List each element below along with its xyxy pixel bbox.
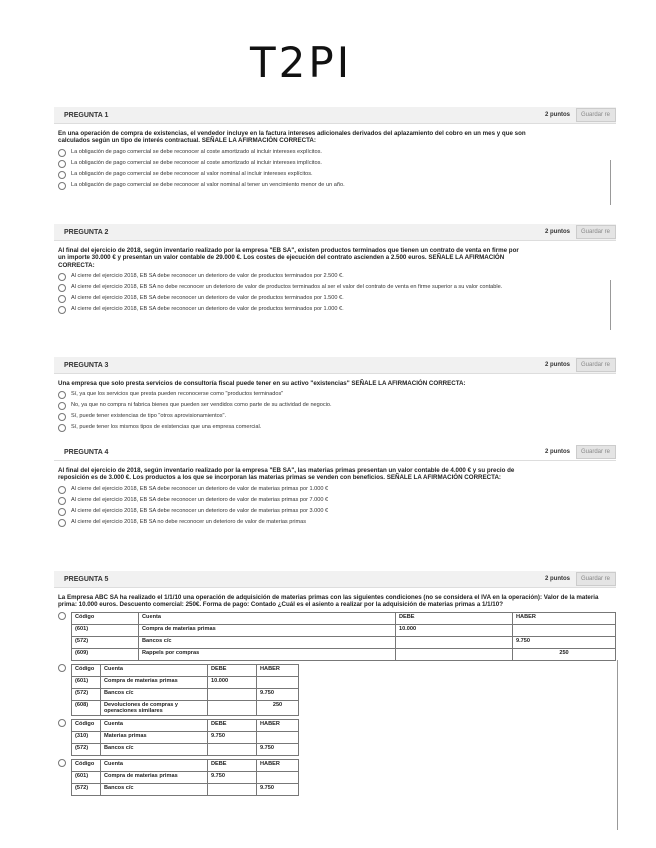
- answer-option[interactable]: [58, 284, 616, 292]
- table-cell: [208, 783, 257, 795]
- save-answer-button[interactable]: Guardar re: [576, 445, 616, 459]
- question-header: [54, 107, 616, 124]
- table-cell: [208, 743, 257, 755]
- table-header-cell: DEBE: [208, 664, 257, 676]
- table-cell: 250: [513, 648, 616, 660]
- option-label: Sí, puede tener existencias de tipo "otros aprovisionamientos".: [71, 413, 227, 420]
- radio-button[interactable]: [58, 519, 66, 527]
- table-cell: Rappels por compras: [139, 648, 396, 660]
- table-header-cell: Código: [72, 759, 101, 771]
- table-header-cell: HABER: [257, 719, 299, 731]
- option-label: Al cierre del ejercicio 2018, EB SA debe reconocer un deterioro de valor de materias primas por 3.000 €: [71, 507, 329, 514]
- radio-button[interactable]: [58, 273, 66, 281]
- answer-option[interactable]: [58, 306, 616, 314]
- radio-button[interactable]: [58, 402, 66, 410]
- table-cell: (609): [72, 648, 139, 660]
- answer-option[interactable]: [58, 486, 616, 494]
- radio-button[interactable]: [58, 160, 66, 168]
- option-label: Al cierre del ejercicio 2018, EB SA debe reconocer un deterioro de valor de productos terminados por 1.000 €.: [71, 306, 344, 313]
- table-cell: (572): [72, 636, 139, 648]
- save-answer-button[interactable]: Guardar re: [576, 225, 616, 239]
- table-header-cell: Cuenta: [101, 759, 208, 771]
- journal-entry-table: [71, 664, 299, 716]
- answer-option[interactable]: [58, 612, 616, 661]
- table-header-cell: DEBE: [396, 612, 513, 624]
- radio-button[interactable]: [58, 424, 66, 432]
- radio-button[interactable]: [58, 149, 66, 157]
- table-cell: (601): [72, 624, 139, 636]
- option-label: Al cierre del ejercicio 2018, EB SA no debe reconocer un deterioro de valor de materias primas: [71, 518, 307, 525]
- table-row: [72, 676, 299, 688]
- answer-option[interactable]: [58, 391, 616, 399]
- table-row: [72, 743, 299, 755]
- question-header: [54, 571, 616, 588]
- table-header-cell: Cuenta: [101, 664, 208, 676]
- table-cell: (601): [72, 771, 101, 783]
- table-cell: [257, 731, 299, 743]
- table-row: [72, 636, 616, 648]
- radio-button[interactable]: [58, 719, 66, 727]
- points-label: 2 puntos: [545, 449, 570, 455]
- answer-option[interactable]: [58, 273, 616, 281]
- question-4: [54, 444, 616, 527]
- option-label: No, ya que no compra ni fabrica bienes que pueden ser vendidos como parte de su actividad de negocio.: [71, 402, 332, 409]
- table-cell: [257, 771, 299, 783]
- table-header-row: [72, 612, 616, 624]
- answer-option[interactable]: [58, 295, 616, 303]
- radio-button[interactable]: [58, 295, 66, 303]
- table-header-cell: Código: [72, 664, 101, 676]
- option-label: Al cierre del ejercicio 2018, EB SA debe reconocer un deterioro de valor de productos terminados por 2.500 €.: [71, 273, 344, 280]
- table-header-cell: Cuenta: [139, 612, 396, 624]
- save-answer-button[interactable]: Guardar re: [576, 108, 616, 122]
- table-header-cell: DEBE: [208, 759, 257, 771]
- table-header-cell: HABER: [257, 759, 299, 771]
- table-cell: 9.750: [513, 636, 616, 648]
- table-cell: [396, 648, 513, 660]
- table-cell: Compra de materias primas: [101, 771, 208, 783]
- table-cell: Devoluciones de compras y operaciones similares: [101, 700, 208, 715]
- option-label: Al cierre del ejercicio 2018, EB SA debe reconocer un deterioro de valor de productos terminados por 1.500 €.: [71, 295, 344, 302]
- table-row: [72, 648, 616, 660]
- question-header: [54, 224, 616, 241]
- answer-option[interactable]: [58, 413, 616, 421]
- table-cell: [208, 688, 257, 700]
- question-3: [54, 357, 616, 432]
- table-cell: (572): [72, 688, 101, 700]
- answer-option[interactable]: [58, 664, 616, 716]
- table-cell: 9.750: [257, 743, 299, 755]
- answer-option[interactable]: [58, 182, 616, 190]
- scrollbar-line: [610, 160, 611, 205]
- journal-entry-table: [71, 612, 616, 661]
- scrollbar-line: [617, 660, 618, 830]
- table-cell: (310): [72, 731, 101, 743]
- save-answer-button[interactable]: Guardar re: [576, 572, 616, 586]
- table-header-row: [72, 759, 299, 771]
- table-cell: 9.750: [257, 688, 299, 700]
- radio-button[interactable]: [58, 306, 66, 314]
- option-label: Al cierre del ejercicio 2018, EB SA debe reconocer un deterioro de valor de materias primas por 1.000 €: [71, 485, 329, 492]
- question-text: Al final del ejercicio de 2018, según inventario realizado por la empresa "EB SA", existen productos terminados que tienen un contrato de venta en firme por un importe 30.000 € y presentan un valor contable de 29.000 €. Los costes de ejecución del contrato ascienden a 2.500 euros. SEÑALE LA AFIRMACIÓN CORRECTA:: [58, 247, 519, 269]
- answer-option[interactable]: [58, 402, 616, 410]
- table-cell: Bancos c/c: [101, 783, 208, 795]
- option-label: La obligación de pago comercial se debe reconocer al valor nominal al tener un vencimiento menor de un año.: [71, 181, 345, 188]
- table-cell: (601): [72, 676, 101, 688]
- table-row: [72, 771, 299, 783]
- answer-option[interactable]: [58, 759, 616, 796]
- question-label: PREGUNTA 2: [64, 228, 109, 236]
- table-header-cell: DEBE: [208, 719, 257, 731]
- table-header-row: [72, 719, 299, 731]
- table-cell: [396, 636, 513, 648]
- question-text: Al final del ejercicio de 2018, según inventario realizado por la empresa "EB SA", las materias primas presentan un valor contable de 4.000 € y su precio de reposición es de 3.000 €. Los productos a los que se incorporan las materias primas se venden con beneficios. SEÑALE LA AFIRMACIÓN CORRECTA:: [58, 467, 515, 482]
- table-cell: Bancos c/c: [101, 743, 208, 755]
- table-row: [72, 624, 616, 636]
- radio-button[interactable]: [58, 497, 66, 505]
- table-cell: Bancos c/c: [139, 636, 396, 648]
- answer-option[interactable]: [58, 149, 616, 157]
- radio-button[interactable]: [58, 284, 66, 292]
- table-cell: Bancos c/c: [101, 688, 208, 700]
- table-cell: 10.000: [396, 624, 513, 636]
- answer-option[interactable]: [58, 519, 616, 527]
- question-2: [54, 224, 616, 314]
- table-row: [72, 731, 299, 743]
- table-cell: [513, 624, 616, 636]
- table-header-cell: HABER: [257, 664, 299, 676]
- table-cell: Materias primas: [101, 731, 208, 743]
- table-cell: 250: [257, 700, 299, 715]
- answer-option[interactable]: [58, 424, 616, 432]
- radio-button[interactable]: [58, 391, 66, 399]
- save-answer-button[interactable]: Guardar re: [576, 358, 616, 372]
- table-cell: [208, 700, 257, 715]
- answer-option[interactable]: [58, 171, 616, 179]
- journal-entry-table: [71, 759, 299, 796]
- table-cell: (608): [72, 700, 101, 715]
- option-label: La obligación de pago comercial se debe reconocer al valor nominal al incluir intereses explícitos.: [71, 170, 313, 177]
- answer-option[interactable]: [58, 497, 616, 505]
- table-header-cell: Código: [72, 612, 139, 624]
- question-text: En una operación de compra de existencias, el vendedor incluye en la factura intereses adicionales derivados del aplazamiento del cobro en un mes y que son calculados según un tipo de interés contractual. SEÑALE LA AFIRMACIÓN CORRECTA:: [58, 130, 526, 145]
- question-label: PREGUNTA 3: [64, 361, 109, 369]
- points-label: 2 puntos: [545, 576, 570, 582]
- table-row: [72, 700, 299, 715]
- radio-button[interactable]: [58, 759, 66, 767]
- radio-button[interactable]: [58, 612, 66, 620]
- radio-button[interactable]: [58, 664, 66, 672]
- table-cell: (572): [72, 743, 101, 755]
- table-cell: Compra de materias primas: [139, 624, 396, 636]
- table-cell: 9.750: [208, 731, 257, 743]
- table-cell: Compra de materias primas: [101, 676, 208, 688]
- question-header: [54, 444, 616, 461]
- points-label: 2 puntos: [545, 229, 570, 235]
- table-row: [72, 688, 299, 700]
- table-cell: 10.000: [208, 676, 257, 688]
- table-cell: 9.750: [208, 771, 257, 783]
- answer-option[interactable]: [58, 719, 616, 756]
- table-header-cell: HABER: [513, 612, 616, 624]
- answer-option[interactable]: [58, 160, 616, 168]
- journal-entry-table: [71, 719, 299, 756]
- question-5: [54, 571, 616, 796]
- question-header: [54, 357, 616, 374]
- question-text: Una empresa que solo presta servicios de consultoría fiscal puede tener en su activo "existencias" SEÑALE LA AFIRMACIÓN CORRECTA:: [58, 380, 466, 387]
- answer-option[interactable]: [58, 508, 616, 516]
- table-row: [72, 783, 299, 795]
- option-label: Sí, puede tener los mismos tipos de existencias que una empresa comercial.: [71, 424, 262, 431]
- scrollbar-line: [610, 280, 611, 330]
- table-header-row: [72, 664, 299, 676]
- radio-button[interactable]: [58, 171, 66, 179]
- option-label: Al cierre del ejercicio 2018, EB SA debe reconocer un deterioro de valor de materias primas por 7.000 €: [71, 496, 329, 503]
- radio-button[interactable]: [58, 508, 66, 516]
- option-label: Sí, ya que los servicios que presta pueden reconocerse como "productos terminados": [71, 391, 284, 398]
- option-label: La obligación de pago comercial se debe reconocer al coste amortizado al incluir intereses implícitos.: [71, 159, 322, 166]
- table-cell: 9.750: [257, 783, 299, 795]
- option-label: La obligación de pago comercial se debe reconocer al coste amortizado al incluir intereses explícitos.: [71, 148, 322, 155]
- radio-button[interactable]: [58, 413, 66, 421]
- question-1: [54, 107, 616, 190]
- question-label: PREGUNTA 5: [64, 575, 109, 583]
- table-header-cell: Código: [72, 719, 101, 731]
- table-cell: (572): [72, 783, 101, 795]
- handwritten-title: T2PI: [250, 38, 353, 87]
- table-cell: [257, 676, 299, 688]
- question-text: La Empresa ABC SA ha realizado el 1/1/10 una operación de adquisición de materias primas con las siguientes condiciones (no se considera el IVA en la operación): Valor de la materia prima: 10.000 euros. Descuento comercial: 250€. Forma de pago: Contado ¿Cuál es el asiento a realizar por la adquisición de materias primas a 1/1/10?: [58, 594, 599, 609]
- table-header-cell: Cuenta: [101, 719, 208, 731]
- question-label: PREGUNTA 4: [64, 448, 109, 456]
- radio-button[interactable]: [58, 486, 66, 494]
- option-label: Al cierre del ejercicio 2018, EB SA no debe reconocer un deterioro de valor de productos terminados al ser el valor del contrato de venta en firme superior a su valor contable.: [71, 284, 503, 291]
- points-label: 2 puntos: [545, 362, 570, 368]
- question-label: PREGUNTA 1: [64, 111, 109, 119]
- points-label: 2 puntos: [545, 112, 570, 118]
- radio-button[interactable]: [58, 182, 66, 190]
